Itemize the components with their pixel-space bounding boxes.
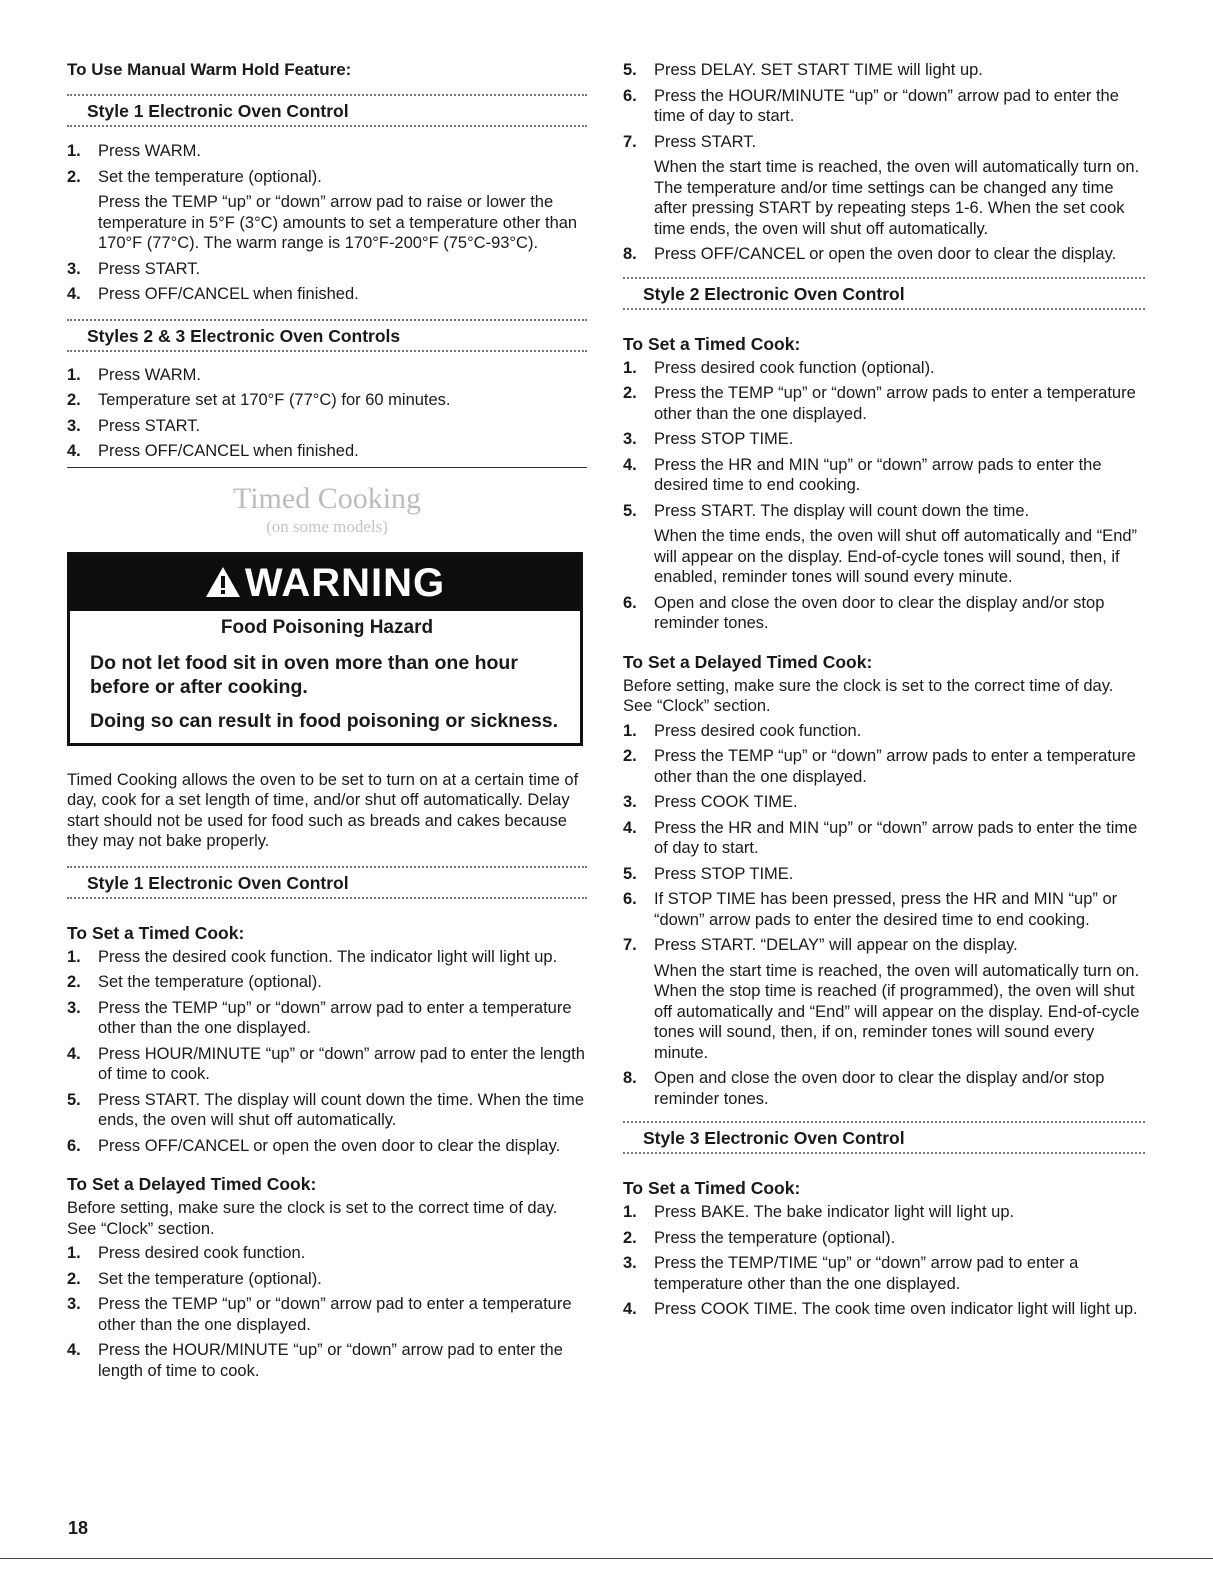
step-text: Press desired cook function (optional). [654, 358, 935, 377]
step-item [623, 501, 1145, 588]
step-item [67, 998, 587, 1039]
step-item [623, 889, 1145, 930]
step-item [67, 167, 587, 254]
style3-heading: Style 3 Electronic Oven Control [623, 1121, 1145, 1154]
step-text: Set the temperature (optional). [98, 167, 322, 186]
step-text: Open and close the oven door to clear the display and/or stop reminder tones. [654, 593, 1105, 632]
timed-cook-title: To Set a Timed Cook: [623, 333, 801, 354]
step-number: 4. [67, 1044, 81, 1063]
warm-styles23-steps [67, 365, 587, 462]
step-text: Press the HR and MIN “up” or “down” arrow pads to enter the time of day to start. [654, 818, 1138, 857]
step-number: 5. [623, 61, 637, 79]
step-number: 3. [623, 793, 637, 811]
step-note: When the start time is reached, the oven will automatically turn on. The temperature and/or time settings can be changed any time after pressing START by repeating steps 1-6. When the set cook time ends, the oven will shut off automatically. [654, 158, 1140, 238]
step-text: Press the TEMP “up” or “down” arrow pads to enter a temperature other than the one displayed. [654, 384, 1136, 423]
timed-cook-title: To Set a Timed Cook: [623, 1178, 801, 1198]
step-note: When the time ends, the oven will shut off automatically and “End” will appear on the display. End-of-cycle tones will sound, then, if enabled, reminder tones will sound every minute. [654, 527, 1138, 586]
step-text: Press HOUR/MINUTE “up” or “down” arrow pad to enter the length of time to cook. [98, 1044, 585, 1083]
step-number: 6. [67, 1136, 81, 1155]
step-number: 5. [67, 1090, 81, 1109]
step-text: Press the desired cook function. The indicator light will light up. [98, 947, 558, 966]
step-text: Press OFF/CANCEL when finished. [98, 442, 359, 460]
step-item [623, 455, 1145, 496]
step-text: Press START. The display will count down the time. [654, 501, 1030, 520]
step-text: Open and close the oven door to clear the display and/or stop reminder tones. [654, 1069, 1105, 1108]
step-item [623, 818, 1145, 859]
timed-cooking-subtitle: (on some models) [266, 516, 388, 536]
step-text: Press START. [654, 132, 757, 151]
step-number: 1. [623, 721, 637, 740]
warning-heading: Food Poisoning Hazard [220, 616, 434, 638]
step-item [623, 864, 1145, 885]
step-number: 4. [67, 442, 81, 460]
step-number: 2. [623, 384, 637, 402]
warm-style1-heading: Style 1 Electronic Oven Control [67, 94, 587, 127]
warm-hold-title: To Use Manual Warm Hold Feature: [67, 60, 352, 79]
delayed-cook-intro: Before setting, make sure the clock is set to the correct time of day. See “Clock” section. [623, 676, 1114, 715]
warm-style1-steps [67, 141, 587, 305]
step-item [623, 244, 1145, 265]
step-item [67, 1269, 587, 1290]
step-number: 5. [623, 864, 637, 883]
warning-line: Do not let food sit in oven more than one hour before or after cooking. [90, 651, 518, 698]
step-text: Press START. “DELAY” will appear on the display. [654, 936, 1018, 954]
step-text: Press STOP TIME. [654, 430, 794, 448]
warning-banner [70, 555, 580, 611]
step-text: Press COOK TIME. [654, 793, 798, 811]
step-number: 1. [623, 358, 637, 377]
step-text: Press OFF/CANCEL when finished. [98, 285, 359, 303]
step-number: 8. [623, 1069, 637, 1087]
step-item [67, 1243, 587, 1264]
step-item [67, 947, 587, 968]
step-number: 2. [67, 1269, 81, 1288]
step-text: Press the TEMP “up” or “down” arrow pad to enter a temperature other than the one displayed. [98, 998, 572, 1037]
step-text: Set the temperature (optional). [98, 1269, 322, 1288]
step-number: 7. [623, 132, 637, 151]
step-item [67, 416, 587, 437]
delayed-cook-intro: Before setting, make sure the clock is set to the correct time of day. See “Clock” section. [67, 1199, 558, 1238]
step-item [623, 358, 1145, 379]
step-number: 4. [623, 1300, 637, 1318]
step-item [67, 259, 587, 280]
step-number: 1. [623, 1203, 637, 1221]
step-number: 7. [623, 936, 637, 954]
warning-line: Doing so can result in food poisoning or sickness. [90, 709, 559, 732]
step-text: Press the HOUR/MINUTE “up” or “down” arrow pad to enter the time of day to start. [654, 86, 1119, 125]
step-item [623, 429, 1145, 450]
step-item [67, 284, 587, 305]
step-text: Temperature set at 170°F (77°C) for 60 minutes. [98, 391, 451, 409]
step-number: 1. [67, 365, 81, 384]
step-number: 4. [623, 455, 637, 474]
step-number: 1. [67, 142, 81, 160]
style3-timed-cook-steps [623, 1202, 1145, 1320]
step-number: 3. [67, 1295, 81, 1313]
step-item [623, 132, 1145, 240]
step-text: Press the TEMP “up” or “down” arrow pads to enter a temperature other than the one displayed. [654, 747, 1136, 786]
step-text: Press STOP TIME. [654, 864, 794, 883]
footer-rule [0, 1558, 1213, 1559]
step-item [623, 60, 1145, 81]
step-text: Press desired cook function. [654, 721, 862, 740]
step-item [67, 1340, 587, 1381]
step-item [67, 441, 587, 462]
step-item [623, 721, 1145, 742]
step-item [67, 1090, 587, 1131]
step-text: Set the temperature (optional). [98, 973, 322, 991]
timed-cook-title: To Set a Timed Cook: [67, 922, 245, 943]
step-text: Press START. [98, 416, 201, 435]
step-item [67, 390, 587, 411]
step-item [623, 1253, 1145, 1294]
delayed-cook-title: To Set a Delayed Timed Cook: [623, 651, 873, 672]
step-text: Press WARM. [98, 365, 201, 384]
timed-cooking-title: Timed Cooking [232, 481, 422, 515]
step-number: 2. [623, 747, 637, 765]
delayed-cook-title: To Set a Delayed Timed Cook: [67, 1174, 317, 1194]
step-text: Press the TEMP/TIME “up” or “down” arrow pad to enter a temperature other than the one displayed. [654, 1254, 1079, 1293]
style1-timed-cook-steps [67, 947, 587, 1157]
step-item [67, 1044, 587, 1085]
step-item [623, 86, 1145, 127]
left-column [67, 60, 587, 1386]
step-number: 4. [67, 285, 81, 303]
step-text: Press DELAY. SET START TIME will light up. [654, 61, 983, 79]
step-item [623, 746, 1145, 787]
step-text: Press OFF/CANCEL or open the oven door to clear the display. [654, 245, 1117, 263]
section-divider [67, 467, 587, 468]
warning-box [67, 552, 583, 746]
step-note: When the start time is reached, the oven will automatically turn on. When the stop time is reached (if programmed), the oven will shut off automatically and “End” will appear on the display. End-of-cycle tones will sound, then, if on, reminder tones will sound every minute. [654, 961, 1140, 1062]
step-number: 5. [623, 501, 637, 520]
step-number: 2. [623, 1228, 637, 1247]
step-item [623, 593, 1145, 634]
step-number: 6. [623, 890, 637, 908]
step-number: 2. [67, 391, 81, 409]
step-number: 1. [67, 947, 81, 966]
step-text: Press START. The display will count down the time. When the time ends, the oven will shut off automatically. [98, 1090, 585, 1129]
step-number: 6. [623, 86, 637, 105]
step-item [67, 365, 587, 386]
page-number: 18 [68, 1518, 89, 1538]
step-item [623, 792, 1145, 813]
step-number: 4. [67, 1341, 81, 1359]
step-item [623, 1299, 1145, 1320]
step-text: Press WARM. [98, 142, 201, 160]
step-note: Press the TEMP “up” or “down” arrow pad to raise or lower the temperature in 5°F (3°C) amounts to set a temperature other than 170°F (77°C). The warm range is 170°F-200°F (75°C-93°C). [98, 193, 578, 252]
step-number: 3. [623, 1254, 637, 1272]
step-item [67, 972, 587, 993]
step-text: Press the HOUR/MINUTE “up” or “down” arrow pad to enter the length of time to cook. [98, 1341, 563, 1380]
step-item [67, 1136, 587, 1157]
step-item [67, 141, 587, 162]
step-item [623, 383, 1145, 424]
step-number: 1. [67, 1244, 81, 1262]
step-item [623, 1228, 1145, 1249]
style1-delayed-steps [67, 1243, 587, 1381]
style2-heading: Style 2 Electronic Oven Control [623, 277, 1145, 310]
step-number: 8. [623, 245, 637, 263]
step-number: 3. [67, 416, 81, 435]
step-text: Press the HR and MIN “up” or “down” arrow pads to enter the desired time to end cooking. [654, 455, 1102, 494]
step-item [67, 1294, 587, 1335]
style2-timed-cook-steps [623, 358, 1145, 634]
warm-styles23-heading: Styles 2 & 3 Electronic Oven Controls [67, 319, 587, 352]
step-number: 3. [67, 259, 81, 278]
warning-triangle-icon [205, 557, 241, 613]
step-text: Press OFF/CANCEL or open the oven door to clear the display. [98, 1136, 561, 1155]
style2-delayed-steps [623, 721, 1145, 1110]
step-number: 4. [623, 818, 637, 837]
step-number: 2. [67, 973, 81, 991]
step-item [623, 935, 1145, 1063]
step-item [623, 1068, 1145, 1109]
right-column [623, 60, 1145, 1325]
style1-delayed-steps-continued [623, 60, 1145, 265]
step-text: Press START. [98, 259, 201, 278]
style1-heading: Style 1 Electronic Oven Control [67, 866, 587, 899]
step-text: If STOP TIME has been pressed, press the HR and MIN “up” or “down” arrow pads to enter the desired time to end cooking. [654, 890, 1118, 929]
step-number: 3. [623, 430, 637, 448]
step-number: 2. [67, 167, 81, 186]
step-text: Press COOK TIME. The cook time oven indicator light will light up. [654, 1300, 1138, 1318]
step-text: Press the temperature (optional). [654, 1228, 896, 1247]
step-text: Press desired cook function. [98, 1244, 306, 1262]
step-item [623, 1202, 1145, 1223]
step-text: Press BAKE. The bake indicator light will light up. [654, 1203, 1015, 1221]
step-number: 3. [67, 998, 81, 1017]
step-text: Press the TEMP “up” or “down” arrow pad to enter a temperature other than the one displayed. [98, 1295, 572, 1334]
warning-banner-text: WARNING [244, 560, 446, 605]
timed-cooking-intro: Timed Cooking allows the oven to be set to turn on at a certain time of day, cook for a set length of time, and/or shut off automatically. Delay start should not be used for food such as breads and cakes because they may not bake properly. [67, 770, 579, 850]
step-number: 6. [623, 593, 637, 612]
